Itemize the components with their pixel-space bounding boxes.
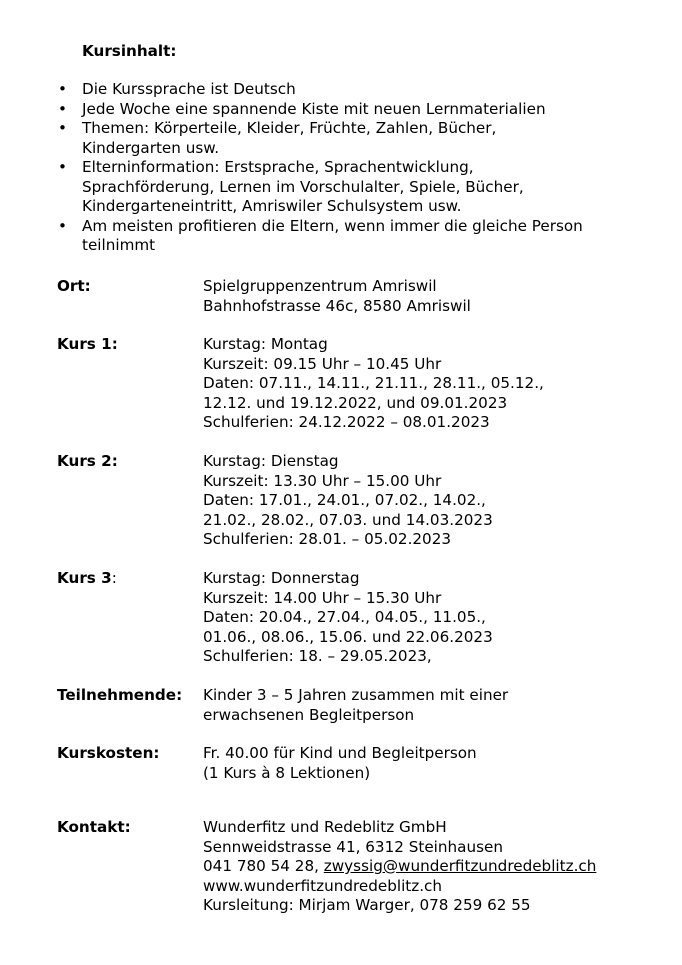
list-item-text: Jede Woche eine spannende Kiste mit neuen Lernmaterialien [82,99,546,118]
row-label: Kurs 1: [57,335,118,353]
row-label-suffix: : [111,569,117,587]
bullet-icon: • [58,119,67,137]
row-value [203,569,663,667]
value-line: Daten: 17.01., 24.01., 07.02., 14.02., [203,491,486,509]
row-value [203,686,663,725]
value-line: Kurstag: Montag [203,335,328,353]
list-item [57,80,647,100]
value-line: Kinder 3 – 5 Jahren zusammen mit einer [203,686,509,704]
email-link[interactable]: zwyssig@wunderfitzundredeblitz.ch [323,857,597,875]
value-line: Schulferien: 24.12.2022 – 08.01.2023 [203,413,490,431]
bullet-icon: • [58,158,67,176]
kursinhalt-list [57,80,647,256]
value-line: Fr. 40.00 für Kind und Begleitperson [203,744,477,762]
row-value [203,818,663,916]
bullet-icon: • [58,99,67,118]
row-value [203,452,663,550]
value-line: 21.02., 28.02., 07.03. und 14.03.2023 [203,510,493,529]
list-item-text: Die Kurssprache ist Deutsch [82,80,296,98]
row-label [57,569,117,589]
row-value [203,335,663,433]
list-item [57,119,647,158]
phone-number: 041 780 54 28, [203,857,319,875]
list-item-text: Kindergarteneintritt, Amriswiler Schulsystem usw. [82,197,462,215]
company-name: Wunderfitz und Redeblitz GmbH [203,818,447,836]
list-item [57,100,647,120]
row-label-text: Kurs 3 [57,569,112,587]
list-item-text: Themen: Körperteile, Kleider, Früchte, Zahlen, Bücher, [82,119,497,137]
value-line: Kurszeit: 14.00 Uhr – 15.30 Uhr [203,588,442,607]
list-item [57,217,647,256]
row-value [203,277,663,316]
list-item-text: Elterninformation: Erstsprache, Sprachentwicklung, [82,158,474,176]
bullet-icon: • [58,216,67,235]
list-item-text: Sprachförderung, Lernen im Vorschulalter, Spiele, Bücher, [82,177,524,196]
value-line: Kurstag: Dienstag [203,452,339,470]
section-heading-kursinhalt: Kursinhalt: [82,42,177,60]
list-item-text: Am meisten profitieren die Eltern, wenn immer die gleiche Person [82,216,583,235]
row-value [203,744,663,783]
kursleitung-text: Kursleitung: Mirjam Warger, 078 259 62 55 [203,896,531,914]
row-label: Kurskosten: [57,744,160,762]
row-label: Kontakt: [57,818,131,836]
value-line: Kurstag: Donnerstag [203,569,360,587]
row-label: Ort: [57,277,91,295]
contact-phone-email [203,857,663,877]
row-label: Kurs 2: [57,452,118,470]
value-line: Bahnhofstrasse 46c, 8580 Amriswil [203,296,471,315]
value-line: Kurszeit: 09.15 Uhr – 10.45 Uhr [203,354,442,373]
value-line: Kurszeit: 13.30 Uhr – 15.00 Uhr [203,471,442,490]
list-item-text: teilnimmt [82,236,156,254]
value-line: Schulferien: 28.01. – 05.02.2023 [203,530,452,548]
company-address: Sennweidstrasse 41, 6312 Steinhausen [203,837,503,856]
value-line: Daten: 20.04., 27.04., 04.05., 11.05., [203,608,486,626]
value-line: Spielgruppenzentrum Amriswil [203,277,437,295]
list-item [57,158,647,217]
row-label: Teilnehmende: [57,686,183,704]
bullet-icon: • [58,80,67,98]
value-line: Schulferien: 18. – 29.05.2023, [203,647,432,665]
value-line: Daten: 07.11., 14.11., 21.11., 28.11., 05.12., [203,374,544,392]
value-line: (1 Kurs à 8 Lektionen) [203,763,371,782]
value-line: 01.06., 08.06., 15.06. und 22.06.2023 [203,627,493,646]
website-text: www.wunderfitzundredeblitz.ch [203,876,443,895]
list-item-text: Kindergarten usw. [82,138,220,157]
value-line: 12.12. und 19.12.2022, und 09.01.2023 [203,393,508,412]
value-line: erwachsenen Begleitperson [203,705,415,724]
